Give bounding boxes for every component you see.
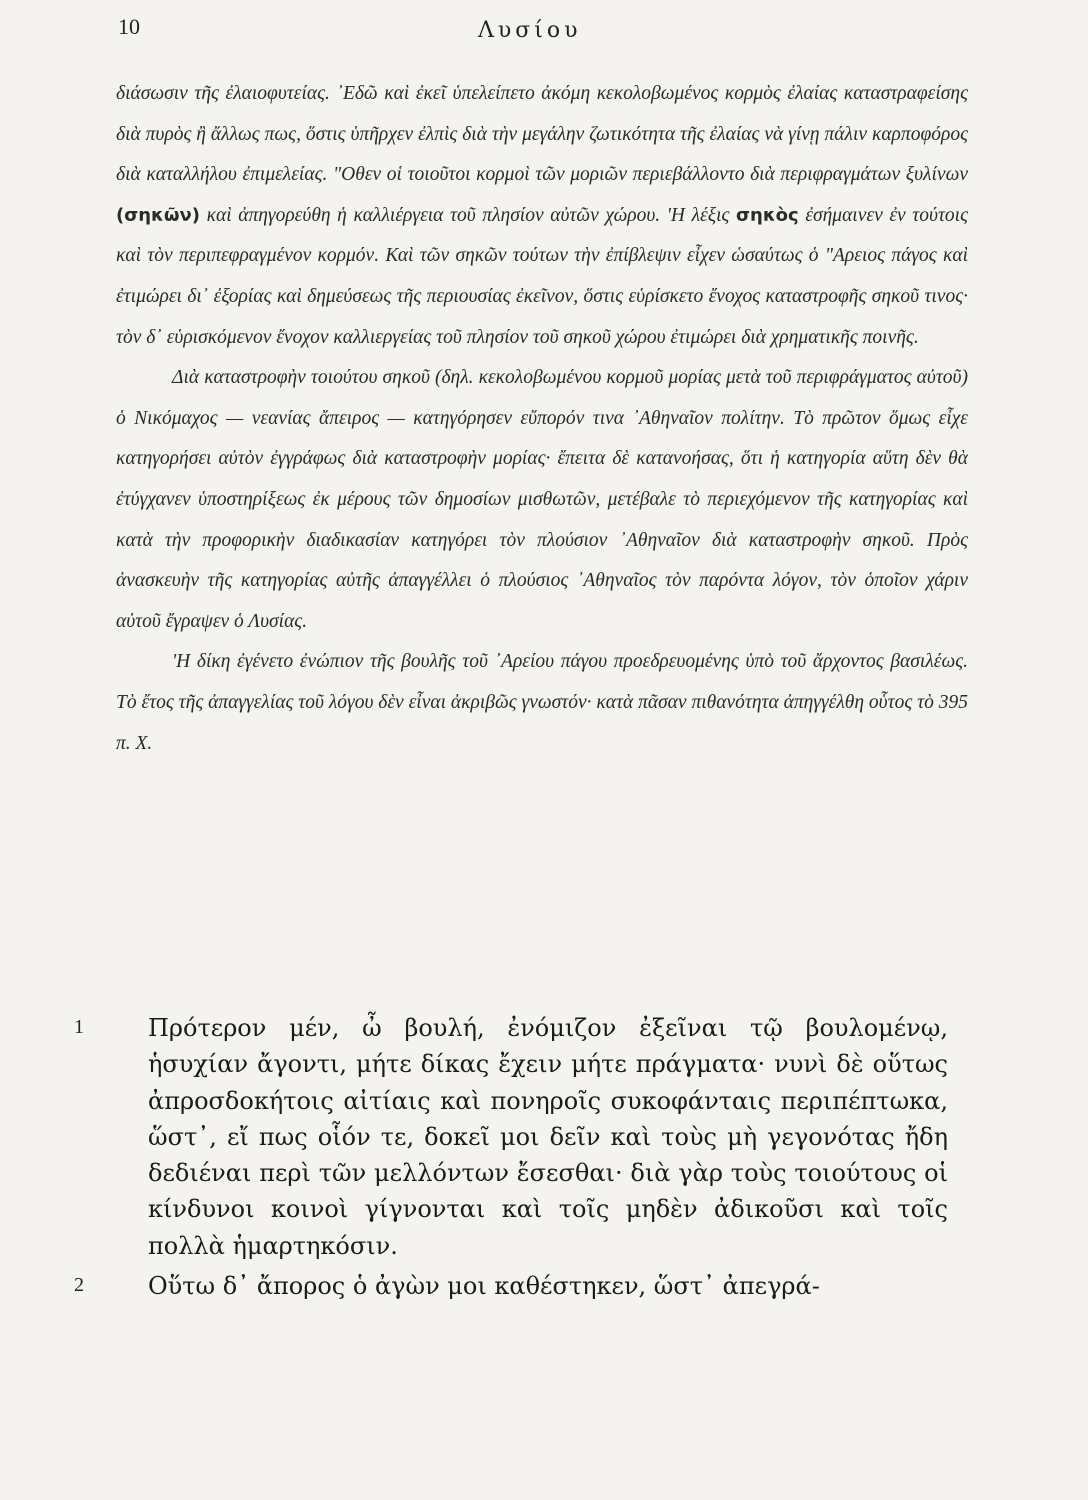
intro-paragraph-2: Διὰ καταστροφὴν τοιούτου σηκοῦ (δηλ. κεκολοβωμένου κορμοῦ μορίας μετὰ τοῦ περιφράγματος αὐτοῦ) ὁ Νικόμαχος — νεανίας ἄπειρος — κατηγόρησεν εὔπορόν τινα ᾿Αθηναῖον πολίτην. Τὸ πρῶτον ὅμως εἶχε κατηγορήσει αὐτὸν ἐγγράφως διὰ καταστροφὴν μορίας· ἔπειτα δὲ κατανοήσας, ὅτι ἡ κατηγορία αὕτη δὲν θὰ ἐτύγχανεν ὑποστηρίξεως ἐκ μέρους τῶν δημοσίων μισθωτῶν, μετέβαλε τὸ περιεχόμενον τῆς κατηγορίας καὶ κατὰ τὴν προφορικὴν διαδικασίαν κατηγόρει τὸν πλούσιον ᾿Αθηναῖον διὰ καταστροφὴν σηκοῦ. Πρὸς ἀνασκευὴν τῆς κατηγορίας αὐτῆς ἀπαγγέλλει ὁ πλούσιος ᾿Αθηναῖος τὸν παρόντα λόγον, τὸν ὁποῖον χάριν αὐτοῦ ἔγραψεν ὁ Λυσίας.	[116, 367, 968, 632]
bold-term-sekon: (σηκῶν)	[116, 204, 200, 226]
speech-section-1	[58, 1010, 948, 1264]
page-header	[118, 14, 998, 54]
intro-paragraph-1-part-b: καὶ ἀπηγορεύθη ἡ καλλιέργεια τοῦ πλησίον αὐτῶν χώρου. 'Η λέξις	[206, 204, 730, 226]
intro-paragraph-3: 'Η δίκη ἐγένετο ἐνώπιον τῆς βουλῆς τοῦ ᾿Αρείου πάγου προεδρευομένης ὑπὸ τοῦ ἄρχοντος βασιλέως. Τὸ ἔτος τῆς ἀπαγγελίας τοῦ λόγου δὲν εἶναι ἀκριβῶς γνωστόν· κατὰ πᾶσαν πιθανότητα ἀπηγγέλθη οὗτος τὸ 395 π. Χ.	[116, 651, 968, 754]
intro-paragraph-1-part-a: διάσωσιν τῆς ἐλαιοφυτείας. ᾿Εδῶ καὶ ἐκεῖ ὑπελείπετο ἀκόμη κεκολοβωμένος κορμὸς ἐλαίας καταστραφείσης διὰ πυρὸς ἢ ἄλλως πως, ὅστις ὑπῆρχεν ἐλπὶς διὰ τὴν μεγάλην ζωτικότητα τῆς ἐλαίας νὰ γίνῃ πάλιν καρποφόρος διὰ καταλλήλου ἐπιμελείας. "Οθεν οἱ τοιοῦτοι κορμοὶ τῶν μοριῶν περιεβάλλοντο διὰ περιφραγμάτων ξυλίνων	[116, 83, 968, 186]
running-title: Λυσίου	[478, 18, 582, 43]
speech-text	[58, 1010, 948, 1304]
page-number: 10	[118, 14, 140, 39]
section-number: 1	[74, 1016, 84, 1038]
intro-paragraph-1	[116, 74, 968, 358]
section-number: 2	[74, 1274, 84, 1297]
speech-section-2	[58, 1268, 948, 1304]
section-text: Πρότερον μέν, ὦ βουλή, ἐνόμιζον ἐξεῖναι τῷ βουλομένῳ, ἡσυχίαν ἄγοντι, μήτε δίκας ἔχειν μήτε πράγματα· νυνὶ δὲ οὕτως ἀπροσδοκήτοις αἰτίαις καὶ πονηροῖς συκοφάνταις περιπέπτωκα, ὥστ᾿, εἴ πως οἷόν τε, δοκεῖ μοι δεῖν καὶ τοὺς μὴ γεγονότας ἤδη δεδιέναι περὶ τῶν μελλόντων ἔσεσθαι· διὰ γὰρ τοὺς τοιούτους οἱ κίνδυνοι κοινοὶ γίγνονται καὶ τοῖς μηδὲν ἀδικοῦσι καὶ τοῖς πολλὰ ἡμαρτηκόσιν.	[148, 1014, 948, 1260]
section-text: Οὕτω δ᾿ ἄπορος ὁ ἀγὼν μοι καθέστηκεν, ὥστ᾿ ἀπεγρά-	[148, 1272, 820, 1301]
introduction-commentary	[116, 74, 968, 764]
bold-term-sekos: σηκὸς	[736, 204, 799, 226]
intro-paragraph-1-part-c: ἐσήμαινεν ἐν τούτοις καὶ τὸν περιπεφραγμένον κορμόν. Καὶ τῶν σηκῶν τούτων τὴν ἐπίβλεψιν εἶχεν ὡσαύτως ὁ "Αρειος πάγος καὶ ἐτιμώρει δι᾿ ἐξορίας καὶ δημεύσεως τῆς περιουσίας ἐκεῖνον, ὅστις εὑρίσκετο ἔνοχος καταστροφῆς σηκοῦ τινος· τὸν δ᾿ εὑρισκόμενον ἔνοχον καλλιεργείας τοῦ πλησίον τοῦ σηκοῦ χώρου ἐτιμώρει διὰ χρηματικῆς ποινῆς.	[116, 204, 969, 348]
